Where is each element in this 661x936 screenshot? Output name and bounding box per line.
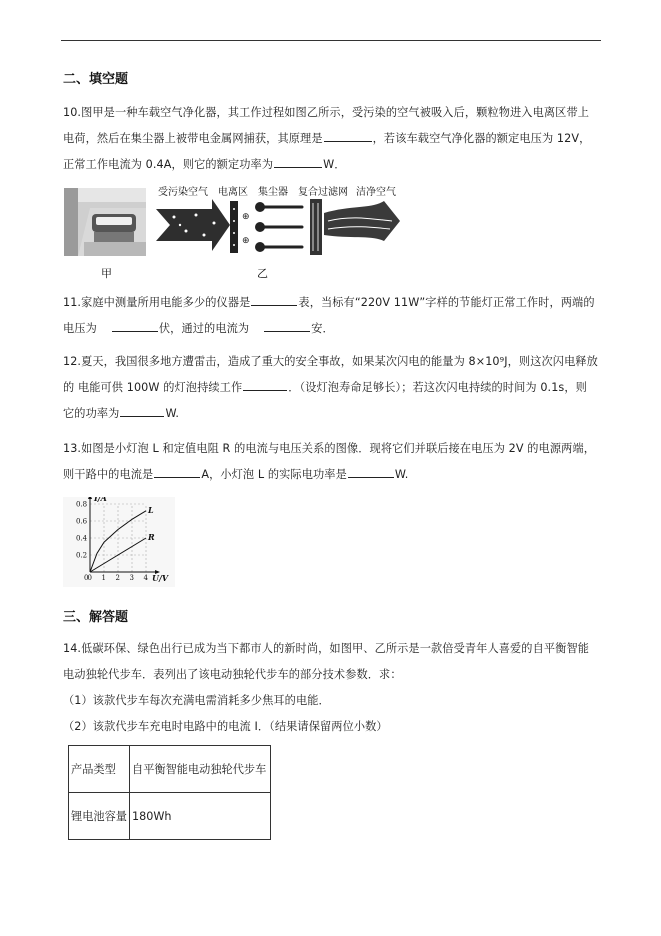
series-label-L: L: [148, 504, 154, 515]
label-polluted-air: 受污染空气: [158, 187, 208, 198]
answer-blank[interactable]: [264, 319, 310, 332]
answer-blank[interactable]: [154, 465, 200, 478]
label-composite-filter: 复合过滤网: [298, 187, 348, 198]
answer-blank[interactable]: [348, 465, 394, 478]
y-tick-label: 0.2: [76, 551, 88, 560]
answer-blank[interactable]: [112, 319, 158, 332]
q11-line-1: 11.家庭中测量所用电能多少的仪器是 表，当标有“220V 11W”字样的节能灯正常工作时，两端的: [63, 290, 608, 316]
y-tick-label: 0.4: [76, 534, 88, 543]
question-14: [63, 636, 608, 740]
label-ionization-zone: 电离区: [218, 187, 248, 198]
answer-blank[interactable]: [120, 404, 164, 417]
q12-line-3: 它的功率为 W.: [63, 401, 608, 427]
section-title-answer: 三、解答题: [63, 610, 129, 625]
iu-chart: [63, 497, 175, 587]
table-row: [69, 746, 271, 793]
y-tick-label: 0.6: [76, 517, 88, 526]
q13-line-1: 13.如图是小灯泡 L 和定值电阻 R 的电流与电压关系的图像．现将它们并联后接在电压为 2V 的电源两端，: [63, 442, 595, 455]
table-cell-value: 自平衡智能电动独轮代步车: [130, 746, 271, 793]
svg-text:⊕: ⊕: [242, 236, 250, 246]
section-title-fill-in: 二、填空题: [63, 72, 129, 87]
svg-text:⊕: ⊕: [242, 212, 250, 222]
q14-line-1: 14.低碳环保、绿色出行已成为当下都市人的新时尚，如图甲、乙所示是一款倍受青年人喜爱的自平衡智能: [63, 642, 590, 655]
x-tick-label: 4: [143, 574, 148, 582]
x-tick-label: 0: [87, 574, 92, 582]
q12-line-1: 12.夏天，我国很多地方遭雷击，造成了重大的安全事故，如果某次闪电的能量为 8×10⁹J，则这次闪电释放: [63, 355, 598, 368]
origin-label: 0: [84, 574, 89, 582]
question-11: [63, 290, 608, 342]
q10-line-1: 10.图甲是一种车载空气净化器，其工作过程如图乙所示，受污染的空气被吸入后，颗粒物进入电离区带上: [63, 106, 590, 119]
x-tick-label: 1: [101, 574, 106, 582]
answer-blank[interactable]: [243, 378, 287, 391]
figure-caption-b: 乙: [257, 267, 268, 280]
q12-line-2: 的 电能可供 100W 的灯泡持续工作 ．（设灯泡寿命足够长）；若这次闪电持续的时间为 0.1s，则: [63, 375, 608, 401]
purifier-photo-figure: [64, 188, 146, 256]
table-row: [69, 793, 271, 840]
answer-blank[interactable]: [274, 155, 322, 168]
figure-caption-a: 甲: [101, 267, 112, 280]
y-axis-label: I/A: [94, 497, 107, 503]
x-tick-label: 2: [115, 574, 120, 582]
q10-line-2: 电荷，然后在集尘器上被带电金属网捕获，其原理是 ，若该车载空气净化器的额定电压为 12V，: [63, 126, 608, 152]
q11-line-2: 电压为 伏，通过的电流为 安．: [63, 316, 608, 342]
label-clean-air: 洁净空气: [356, 187, 396, 198]
series-label-R: R: [148, 532, 155, 542]
purification-process-figure: [152, 195, 402, 260]
q14-sub-1: （1）该款代步车每次充满电需消耗多少焦耳的电能．: [63, 694, 330, 707]
answer-blank[interactable]: [251, 293, 297, 306]
spec-table: [68, 745, 271, 840]
table-cell-value: 180Wh: [130, 793, 271, 840]
x-axis-label: U/V: [152, 573, 169, 583]
top-rule: [61, 40, 601, 41]
q13-line-2: 则干路中的电流是 A，小灯泡 L 的实际电功率是 W.: [63, 462, 608, 488]
question-10: [63, 100, 608, 178]
question-13: [63, 436, 608, 488]
y-tick-label: 0.8: [76, 500, 88, 509]
q10-line-3: 正常工作电流为 0.4A，则它的额定功率为 W．: [63, 152, 608, 178]
q14-line-2: 电动独轮代步车．表列出了该电动独轮代步车的部分技术参数．求：: [63, 668, 402, 681]
label-dust-collector: 集尘器: [258, 187, 288, 198]
answer-blank[interactable]: [324, 129, 372, 142]
question-12: [63, 349, 608, 427]
table-cell-key: 产品类型: [69, 746, 130, 793]
x-tick-label: 3: [129, 574, 134, 582]
q14-sub-2: （2）该款代步车充电时电路中的电流 I．（结果请保留两位小数）: [63, 720, 388, 733]
table-cell-key: 锂电池容量: [69, 793, 130, 840]
